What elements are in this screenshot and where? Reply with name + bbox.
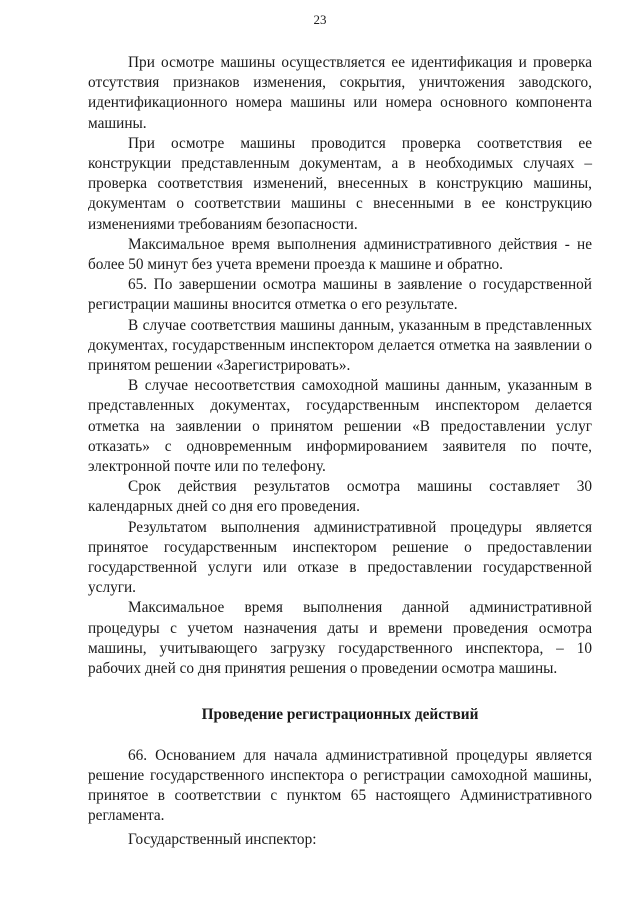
paragraph-validity-period: Срок действия результатов осмотра машины составляет 30 календарных дней со дня его проведения. bbox=[88, 478, 592, 516]
paragraph-result: Результатом выполнения административной процедуры является принятое государственным инспектором решение о предоставлении государственной услуги или отказе в предоставлении государственной услуги. bbox=[88, 518, 592, 597]
paragraph-max-time-procedure: Максимальное время выполнения данной административной процедуры с учетом назначения даты и времени проведения осмотра машины, учитывающего загрузку государственного инспектора, – 10 рабочих дней со дня принятия решения о проведении осмотра машины. bbox=[88, 599, 592, 678]
paragraph-non-compliance: В случае несоответствия самоходной машины данным, указанным в представленных документах, государственным инспектором делается отметка на заявлении о принятом решении «В предоставлении услуг отказать» с одновременным информированием заявителя по почте, электронной почте или по телефону. bbox=[88, 377, 592, 476]
page-number: 23 bbox=[313, 12, 327, 27]
paragraph-65: 65. По завершении осмотра машины в заявление о государственной регистрации машины вносится отметка о его результате. bbox=[88, 276, 592, 314]
document-body bbox=[88, 53, 592, 851]
paragraph-identification: При осмотре машины осуществляется ее идентификация и проверка отсутствия признаков изменения, сокрытия, уничтожения заводского, идентификационного номера машины или номера основного компонента машины. bbox=[88, 54, 592, 132]
section-heading: Проведение регистрационных действий bbox=[201, 706, 479, 724]
paragraph-66: 66. Основанием для начала административной процедуры является решение государственного инспектора о регистрации самоходной машины, принятое в соответствии с пунктом 65 настоящего Административного регламента. bbox=[88, 746, 592, 825]
paragraph-compliance: В случае соответствия машины данным, указанным в представленных документах, государственным инспектором делается отметка на заявлении о принятом решении «Зарегистрировать». bbox=[88, 316, 592, 375]
paragraph-max-time-action: Максимальное время выполнения административного действия - не более 50 минут без учета времени проезда к машине и обратно. bbox=[88, 235, 592, 274]
paragraph-inspector: Государственный инспектор: bbox=[128, 831, 317, 849]
paragraph-construction-check: При осмотре машины проводится проверка соответствия ее конструкции представленным документам, а в необходимых случаях – проверка соответствия изменений, внесенных в конструкцию машины, документам о соответствии машины с внесенными в ее конструкцию изменениями требованиям безопасности. bbox=[88, 134, 592, 233]
